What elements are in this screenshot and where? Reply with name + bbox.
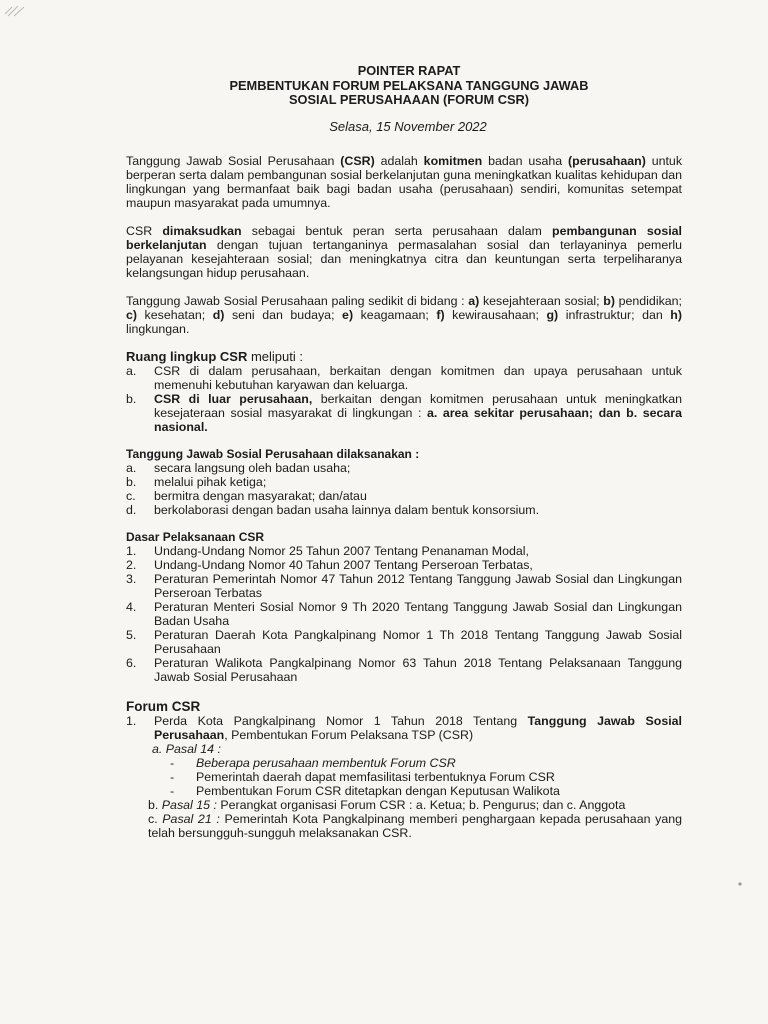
list-marker: c. [148,811,158,826]
pasal-text: Perangkat organisasi Forum CSR : a. Ketua; b. Pengurus; dan c. Anggota [216,797,626,812]
bold-run: CSR di luar perusahaan, [154,391,313,406]
forum-list [126,714,682,840]
dash-marker: - [170,783,175,798]
list-text: Peraturan Daerah Kota Pangkalpinang Nomor 1 Th 2018 Tentang Tanggung Jawab Sosial Perusahaan [154,627,682,656]
list-item [126,461,682,475]
list-text: melalui pihak ketiga; [154,474,267,489]
pasal-14-points [152,756,682,798]
list-item [126,364,682,392]
list-item [126,656,682,684]
header-line-2: PEMBENTUKAN FORUM PELAKSANA TANGGUNG JAWAB [229,77,589,93]
dilaksanakan-list [126,461,682,517]
scan-dot-icon [736,880,744,888]
text-run: Tanggung Jawab Sosial Perusahaan paling sedikit di bidang : [126,293,469,308]
dash-text: Pembentukan Forum CSR ditetapkan dengan Keputusan Walikota [196,783,560,798]
list-text: Peraturan Walikota Pangkalpinang Nomor 63 Tahun 2018 Tentang Pelaksanaan Tanggung Jawab Sosial Perusahaan [154,655,682,684]
list-marker: b. [148,797,159,812]
list-item [126,628,682,656]
text-run: untuk berperan serta dalam pembangunan sosial berkelanjutan guna meningkatkan kualitas kehidupan dan lingkungan yang bermanfaat baik bagi badan usaha (perusahaan) sendiri, komunitas setempat maupun masyarakat pada umumnya. [126,153,683,210]
paragraph-csr-purpose [126,224,682,280]
text-run: pendidikan; [614,293,682,308]
text-run: keagamaan; [353,307,437,322]
bold-run: dimaksudkan [162,223,242,238]
text-run: , Pembentukan Forum Pelaksana TSP (CSR) [224,727,474,742]
paragraph-csr-fields [126,294,682,336]
bold-run: Tanggung Jawab Sosial Perusahaan [154,713,682,742]
pasal-14 [152,742,682,798]
dash-item [170,784,682,798]
list-text: berkolaborasi dengan badan usaha lainnya dalam bentuk konsorsium. [154,502,540,517]
bold-run: h) [670,307,682,322]
pasal-label: Pasal 21 : [162,811,220,826]
pasal-15 [148,798,682,812]
text-run: seni dan budaya; [224,307,343,322]
text-run: Tanggung Jawab Sosial Perusahaan [126,153,341,168]
bold-run: g) [546,307,559,322]
section-title-dilaksanakan: Tanggung Jawab Sosial Perusahaan dilaksanakan : [126,446,420,461]
bold-run: b) [603,293,615,308]
bold-run: a) [468,293,480,308]
section-title-dasar: Dasar Pelaksanaan CSR [126,529,265,544]
dash-item [170,756,682,770]
list-text: Peraturan Menteri Sosial Nomor 9 Th 2020 Tentang Tanggung Jawab Sosial dan Lingkungan Badan Usaha [154,599,682,628]
bold-run: e) [342,307,354,322]
document-header [136,64,682,108]
text-run: infrastruktur; dan [558,307,671,322]
meeting-date: Selasa, 15 November 2022 [329,118,487,134]
section-title-forum: Forum CSR [126,698,201,714]
bold-run: (CSR) [340,153,375,168]
dash-text: Pemerintah daerah dapat memfasilitasi terbentuknya Forum CSR [196,769,555,784]
ruang-lingkup-list [126,364,682,434]
document-body [126,64,682,840]
text-run: sebagai bentuk peran serta perusahaan dalam [241,223,552,238]
text-run: Perda Kota Pangkalpinang Nomor 1 Tahun 2018 Tentang [154,713,528,728]
text-run: CSR [126,223,163,238]
list-text: Undang-Undang Nomor 25 Tahun 2007 Tentang Penanaman Modal, [154,543,529,558]
bold-run: f) [436,307,445,322]
list-marker: c. [126,488,136,503]
section-title-ruang-lingkup [126,350,682,364]
list-marker: b. [126,391,137,406]
list-item [126,489,682,503]
list-marker: 1. [126,543,137,558]
list-marker: 2. [126,557,137,572]
dash-item [170,770,682,784]
title-rest: meliputi : [247,348,303,364]
pasal-21 [148,812,682,840]
list-marker: 5. [126,627,137,642]
list-marker: 4. [126,599,137,614]
dasar-list [126,544,682,684]
list-text: Peraturan Pemerintah Nomor 47 Tahun 2012 Tentang Tanggung Jawab Sosial dan Lingkungan Perseroan Terbatas [154,571,682,600]
text-run: kewirausahaan; [444,307,547,322]
bold-run: d) [212,307,225,322]
list-marker: 3. [126,571,137,586]
pasal-text: Pemerintah Kota Pangkalpinang memberi penghargaan kepada perusahaan yang telah bersungguh-sungguh melaksanakan CSR. [148,811,682,840]
dash-marker: - [170,769,175,784]
text-run: badan usaha [482,153,569,168]
text-run: lingkungan. [126,321,190,336]
pasal-list [126,742,682,840]
pasal-label: Pasal 15 : [161,797,217,812]
list-item [126,714,682,742]
list-marker: a. [126,363,137,378]
list-text: berkaitan dengan komitmen perusahaan untuk meningkatkan kesejateraan sosial masyarakat di lingkungan : [154,391,682,420]
list-marker: 1. [126,713,137,728]
list-text: bermitra dengan masyarakat; dan/atau [154,488,367,503]
bold-run: c) [126,307,138,322]
text-run: adalah [374,153,424,168]
dash-text: Beberapa perusahaan membentuk Forum CSR [196,755,456,770]
list-item [126,392,682,434]
list-marker: d. [126,502,137,517]
header-line-1: POINTER RAPAT [357,63,461,78]
list-marker: b. [126,474,137,489]
list-item [126,558,682,572]
text-run: dengan tujuan tertanganinya permasalahan sosial dan terlayaninya pemerlu pelayanan kesejahteraan sosial; dan meningkatnya citra dan keuntungan serta terpeliharanya kelangsungan hidup perusahaan. [126,237,682,280]
list-text: secara langsung oleh badan usaha; [154,460,351,475]
bold-run: pembangunan sosial berkelanjutan [126,223,682,252]
pasal-label: a. Pasal 14 : [152,741,221,756]
list-item [126,503,682,517]
list-marker: a. [126,460,137,475]
text-run: kesejahteraan sosial; [479,293,604,308]
list-marker: 6. [126,655,137,670]
list-text: CSR di dalam perusahaan, berkaitan dengan komitmen dan upaya perusahaan untuk memenuhi kebutuhan karyawan dan keluarga. [154,363,682,392]
list-item [126,475,682,489]
list-item [126,572,682,600]
dash-marker: - [170,755,175,770]
scan-mark-icon [4,4,26,18]
bold-run: komitmen [423,153,483,168]
list-item [126,600,682,628]
header-line-3: SOSIAL PERUSAHAAAN (FORUM CSR) [288,92,530,107]
bold-run: a. area sekitar perusahaan; dan b. secara nasional. [154,405,682,434]
list-text: Undang-Undang Nomor 40 Tahun 2007 Tentang Perseroan Terbatas, [154,557,533,572]
title-bold: Ruang lingkup CSR [126,348,248,364]
paragraph-csr-definition [126,154,682,210]
bold-run: (perusahaan) [568,153,646,168]
text-run: kesehatan; [137,307,213,322]
list-item [126,544,682,558]
